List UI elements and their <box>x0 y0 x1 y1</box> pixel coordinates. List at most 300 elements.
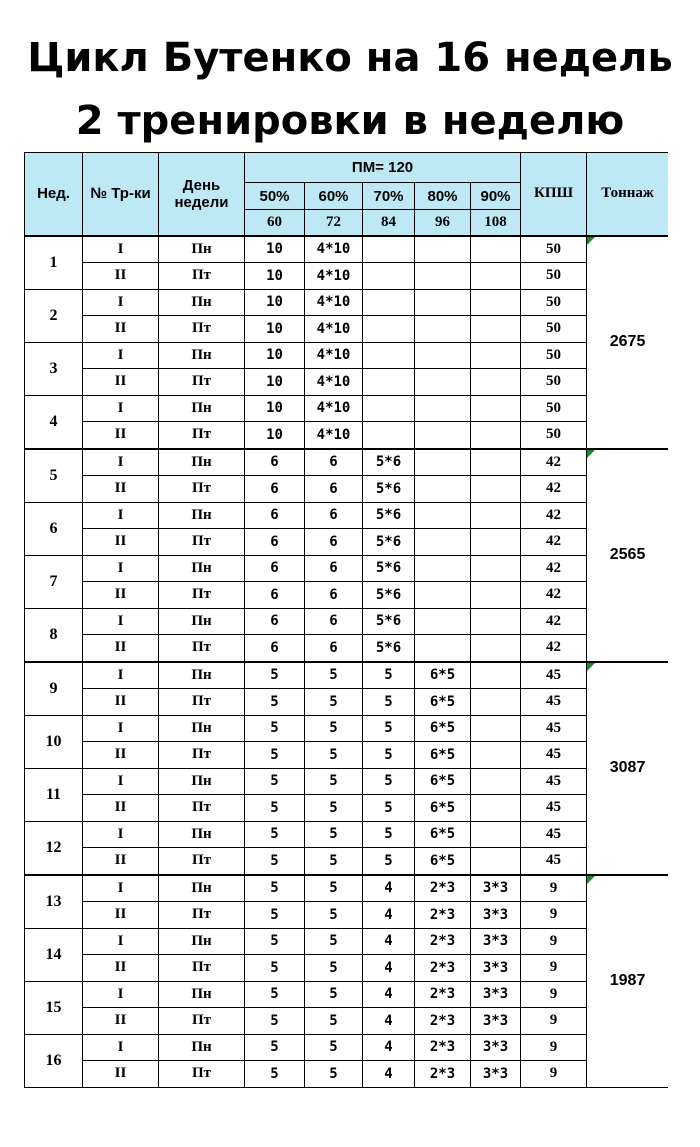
day-cell: Пн <box>159 555 245 582</box>
pct70-cell: 5 <box>363 848 415 875</box>
table-row <box>25 795 669 822</box>
day-cell: Пн <box>159 768 245 795</box>
pct50-cell: 5 <box>245 821 305 848</box>
pct90-cell <box>471 662 521 689</box>
workout-cell: I <box>83 395 159 422</box>
kpsh-cell: 50 <box>521 316 587 343</box>
day-cell: Пн <box>159 342 245 369</box>
week-number-cell: 13 <box>25 875 83 929</box>
pct70-cell <box>363 422 415 449</box>
pct90-cell <box>471 369 521 396</box>
pct90-cell <box>471 342 521 369</box>
header-weight-0: 60 <box>245 210 305 236</box>
header-workout-no: № Тр-ки <box>83 153 159 236</box>
pct70-cell <box>363 263 415 290</box>
table-row <box>25 955 669 982</box>
day-cell: Пн <box>159 608 245 635</box>
day-cell: Пт <box>159 795 245 822</box>
pct80-cell <box>415 263 471 290</box>
kpsh-cell: 42 <box>521 635 587 662</box>
pct50-cell: 5 <box>245 768 305 795</box>
workout-cell: I <box>83 821 159 848</box>
pct90-cell <box>471 555 521 582</box>
pct90-cell: 3*3 <box>471 1061 521 1088</box>
kpsh-cell: 9 <box>521 1008 587 1035</box>
table-row <box>25 395 669 422</box>
pct80-cell: 2*3 <box>415 955 471 982</box>
pct60-cell: 6 <box>305 608 363 635</box>
workout-cell: II <box>83 795 159 822</box>
day-cell: Пт <box>159 1008 245 1035</box>
pct60-cell: 4*10 <box>305 236 363 263</box>
day-cell: Пт <box>159 902 245 929</box>
pct80-cell <box>415 582 471 609</box>
day-cell: Пт <box>159 476 245 503</box>
day-cell: Пн <box>159 715 245 742</box>
day-cell: Пн <box>159 502 245 529</box>
kpsh-cell: 45 <box>521 848 587 875</box>
table-row <box>25 848 669 875</box>
pct90-cell: 3*3 <box>471 875 521 902</box>
kpsh-cell: 42 <box>521 555 587 582</box>
table-row <box>25 662 669 689</box>
pct60-cell: 5 <box>305 981 363 1008</box>
workout-cell: II <box>83 635 159 662</box>
pct70-cell: 5 <box>363 689 415 716</box>
pct70-cell: 4 <box>363 1034 415 1061</box>
workout-cell: I <box>83 502 159 529</box>
pct90-cell <box>471 742 521 769</box>
table-row <box>25 902 669 929</box>
pct60-cell: 6 <box>305 635 363 662</box>
kpsh-cell: 45 <box>521 715 587 742</box>
workout-cell: II <box>83 1061 159 1088</box>
workout-cell: II <box>83 476 159 503</box>
pct50-cell: 6 <box>245 502 305 529</box>
pct50-cell: 6 <box>245 635 305 662</box>
tonnage-cell <box>587 236 668 449</box>
table-body <box>25 236 669 1088</box>
kpsh-cell: 42 <box>521 476 587 503</box>
pct90-cell <box>471 476 521 503</box>
pct70-cell: 4 <box>363 1008 415 1035</box>
workout-cell: II <box>83 369 159 396</box>
week-number-cell: 15 <box>25 981 83 1034</box>
workout-cell: II <box>83 422 159 449</box>
pct80-cell: 2*3 <box>415 902 471 929</box>
header-percent-3: 80% <box>415 183 471 210</box>
header-kpsh: КПШ <box>521 153 587 236</box>
pct70-cell <box>363 289 415 316</box>
pct90-cell <box>471 502 521 529</box>
day-cell: Пн <box>159 449 245 476</box>
workout-cell: I <box>83 715 159 742</box>
pct50-cell: 5 <box>245 1061 305 1088</box>
day-cell: Пт <box>159 529 245 556</box>
week-number-cell: 9 <box>25 662 83 716</box>
week-number-cell: 2 <box>25 289 83 342</box>
pct80-cell <box>415 555 471 582</box>
pct90-cell: 3*3 <box>471 1008 521 1035</box>
week-number-cell: 16 <box>25 1034 83 1087</box>
pct50-cell: 5 <box>245 715 305 742</box>
pct50-cell: 10 <box>245 316 305 343</box>
kpsh-cell: 45 <box>521 662 587 689</box>
day-cell: Пт <box>159 742 245 769</box>
day-cell: Пн <box>159 1034 245 1061</box>
pct90-cell: 3*3 <box>471 928 521 955</box>
header-tonnage: Тоннаж <box>587 153 668 236</box>
pct90-cell <box>471 529 521 556</box>
pct50-cell: 6 <box>245 608 305 635</box>
kpsh-cell: 50 <box>521 395 587 422</box>
program-table <box>24 152 668 1088</box>
pct70-cell: 5*6 <box>363 582 415 609</box>
day-cell: Пт <box>159 369 245 396</box>
pct80-cell <box>415 236 471 263</box>
kpsh-cell: 50 <box>521 422 587 449</box>
table-row <box>25 316 669 343</box>
pct80-cell <box>415 635 471 662</box>
pct90-cell <box>471 263 521 290</box>
pct80-cell: 6*5 <box>415 715 471 742</box>
table-row <box>25 742 669 769</box>
pct50-cell: 5 <box>245 1034 305 1061</box>
kpsh-cell: 45 <box>521 742 587 769</box>
day-cell: Пт <box>159 848 245 875</box>
pct80-cell <box>415 316 471 343</box>
pct70-cell: 5*6 <box>363 529 415 556</box>
pct70-cell: 5 <box>363 821 415 848</box>
kpsh-cell: 50 <box>521 236 587 263</box>
workout-cell: II <box>83 316 159 343</box>
week-number-cell: 8 <box>25 608 83 662</box>
kpsh-cell: 50 <box>521 369 587 396</box>
workout-cell: I <box>83 449 159 476</box>
pct80-cell: 2*3 <box>415 928 471 955</box>
day-cell: Пт <box>159 689 245 716</box>
pct70-cell: 5*6 <box>363 502 415 529</box>
pct90-cell <box>471 289 521 316</box>
header-day: День недели <box>159 153 245 236</box>
pct80-cell: 6*5 <box>415 662 471 689</box>
kpsh-cell: 42 <box>521 582 587 609</box>
pct90-cell <box>471 795 521 822</box>
kpsh-cell: 50 <box>521 342 587 369</box>
table-row <box>25 236 669 263</box>
table-row <box>25 449 669 476</box>
pct50-cell: 6 <box>245 555 305 582</box>
pct80-cell: 2*3 <box>415 875 471 902</box>
day-cell: Пн <box>159 662 245 689</box>
pct60-cell: 5 <box>305 848 363 875</box>
workout-cell: II <box>83 529 159 556</box>
day-cell: Пт <box>159 635 245 662</box>
pct50-cell: 10 <box>245 342 305 369</box>
pct80-cell <box>415 449 471 476</box>
day-cell: Пн <box>159 395 245 422</box>
pct80-cell: 2*3 <box>415 1008 471 1035</box>
week-number-cell: 10 <box>25 715 83 768</box>
pct70-cell: 5*6 <box>363 608 415 635</box>
tonnage-value: 1987 <box>609 972 646 989</box>
pct60-cell: 6 <box>305 502 363 529</box>
kpsh-cell: 9 <box>521 928 587 955</box>
pct60-cell: 5 <box>305 875 363 902</box>
pct70-cell: 4 <box>363 1061 415 1088</box>
header-week: Нед. <box>25 153 83 236</box>
pct80-cell: 2*3 <box>415 1034 471 1061</box>
kpsh-cell: 9 <box>521 1034 587 1061</box>
table-row <box>25 715 669 742</box>
table-row <box>25 289 669 316</box>
workout-cell: I <box>83 342 159 369</box>
tonnage-value: 2675 <box>609 333 646 350</box>
pct60-cell: 5 <box>305 955 363 982</box>
pct50-cell: 10 <box>245 422 305 449</box>
table-row <box>25 768 669 795</box>
workout-cell: II <box>83 902 159 929</box>
pct60-cell: 5 <box>305 821 363 848</box>
workout-cell: I <box>83 555 159 582</box>
pct60-cell: 6 <box>305 449 363 476</box>
pct90-cell <box>471 635 521 662</box>
pct50-cell: 5 <box>245 742 305 769</box>
pct70-cell: 5*6 <box>363 635 415 662</box>
pct70-cell: 4 <box>363 955 415 982</box>
pct80-cell: 6*5 <box>415 742 471 769</box>
table-header <box>25 153 669 236</box>
tonnage-cell <box>587 449 668 662</box>
kpsh-cell: 9 <box>521 875 587 902</box>
pct70-cell: 5*6 <box>363 476 415 503</box>
pct90-cell <box>471 422 521 449</box>
kpsh-cell: 42 <box>521 449 587 476</box>
pct80-cell <box>415 395 471 422</box>
pct60-cell: 6 <box>305 582 363 609</box>
pct70-cell: 5 <box>363 662 415 689</box>
table-row <box>25 502 669 529</box>
pct80-cell <box>415 342 471 369</box>
pct70-cell: 4 <box>363 928 415 955</box>
comment-marker-icon <box>587 450 595 458</box>
header-percent-0: 50% <box>245 183 305 210</box>
pct50-cell: 6 <box>245 529 305 556</box>
pct50-cell: 5 <box>245 662 305 689</box>
workout-cell: I <box>83 1034 159 1061</box>
workout-cell: II <box>83 582 159 609</box>
pct60-cell: 4*10 <box>305 289 363 316</box>
workout-cell: I <box>83 236 159 263</box>
pct80-cell <box>415 369 471 396</box>
table-row <box>25 342 669 369</box>
pct70-cell: 5*6 <box>363 555 415 582</box>
tonnage-cell <box>587 875 668 1088</box>
header-weight-3: 96 <box>415 210 471 236</box>
table-row <box>25 582 669 609</box>
pct80-cell <box>415 422 471 449</box>
pct50-cell: 5 <box>245 928 305 955</box>
day-cell: Пн <box>159 928 245 955</box>
pct60-cell: 5 <box>305 928 363 955</box>
workout-cell: II <box>83 848 159 875</box>
pct80-cell: 6*5 <box>415 689 471 716</box>
table-row <box>25 1034 669 1061</box>
kpsh-cell: 9 <box>521 955 587 982</box>
table-row <box>25 369 669 396</box>
table-row <box>25 422 669 449</box>
header-weight-1: 72 <box>305 210 363 236</box>
workout-cell: I <box>83 662 159 689</box>
program-table-wrapper <box>24 152 668 1132</box>
week-number-cell: 4 <box>25 395 83 449</box>
pct50-cell: 10 <box>245 395 305 422</box>
kpsh-cell: 42 <box>521 502 587 529</box>
pct80-cell <box>415 476 471 503</box>
pct70-cell <box>363 342 415 369</box>
pct70-cell: 5 <box>363 742 415 769</box>
workout-cell: II <box>83 742 159 769</box>
pct60-cell: 5 <box>305 795 363 822</box>
day-cell: Пт <box>159 422 245 449</box>
pct90-cell: 3*3 <box>471 1034 521 1061</box>
pct60-cell: 4*10 <box>305 369 363 396</box>
comment-marker-icon <box>587 237 595 245</box>
pct70-cell: 5 <box>363 715 415 742</box>
pct80-cell <box>415 529 471 556</box>
kpsh-cell: 45 <box>521 768 587 795</box>
kpsh-cell: 45 <box>521 795 587 822</box>
kpsh-cell: 42 <box>521 608 587 635</box>
pct80-cell <box>415 502 471 529</box>
pct80-cell: 6*5 <box>415 848 471 875</box>
pct50-cell: 5 <box>245 848 305 875</box>
pct90-cell: 3*3 <box>471 955 521 982</box>
header-percent-1: 60% <box>305 183 363 210</box>
pct50-cell: 5 <box>245 689 305 716</box>
table-row <box>25 981 669 1008</box>
pct90-cell <box>471 848 521 875</box>
pct90-cell <box>471 316 521 343</box>
pct90-cell <box>471 236 521 263</box>
pct80-cell: 6*5 <box>415 768 471 795</box>
header-weight-2: 84 <box>363 210 415 236</box>
kpsh-cell: 50 <box>521 263 587 290</box>
pct60-cell: 4*10 <box>305 342 363 369</box>
day-cell: Пт <box>159 1061 245 1088</box>
workout-cell: I <box>83 875 159 902</box>
pct80-cell <box>415 608 471 635</box>
pct50-cell: 5 <box>245 902 305 929</box>
pct70-cell: 4 <box>363 875 415 902</box>
pct60-cell: 4*10 <box>305 316 363 343</box>
kpsh-cell: 9 <box>521 902 587 929</box>
pct50-cell: 5 <box>245 955 305 982</box>
pct60-cell: 5 <box>305 1008 363 1035</box>
tonnage-cell <box>587 662 668 875</box>
day-cell: Пн <box>159 821 245 848</box>
header-weight-4: 108 <box>471 210 521 236</box>
week-number-cell: 3 <box>25 342 83 395</box>
pct50-cell: 6 <box>245 449 305 476</box>
pct60-cell: 5 <box>305 1061 363 1088</box>
pct70-cell: 5*6 <box>363 449 415 476</box>
pct80-cell: 6*5 <box>415 821 471 848</box>
workout-cell: I <box>83 289 159 316</box>
table-row <box>25 635 669 662</box>
week-number-cell: 7 <box>25 555 83 608</box>
week-number-cell: 6 <box>25 502 83 555</box>
day-cell: Пт <box>159 955 245 982</box>
pct90-cell <box>471 715 521 742</box>
comment-marker-icon <box>587 876 595 884</box>
table-row <box>25 555 669 582</box>
table-row <box>25 529 669 556</box>
pct90-cell <box>471 449 521 476</box>
workout-cell: I <box>83 608 159 635</box>
pct50-cell: 10 <box>245 369 305 396</box>
workout-cell: I <box>83 981 159 1008</box>
pct80-cell: 6*5 <box>415 795 471 822</box>
week-number-cell: 12 <box>25 821 83 875</box>
pct90-cell <box>471 582 521 609</box>
day-cell: Пн <box>159 981 245 1008</box>
pct60-cell: 4*10 <box>305 263 363 290</box>
table-row <box>25 476 669 503</box>
week-number-cell: 11 <box>25 768 83 821</box>
table-row <box>25 875 669 902</box>
day-cell: Пн <box>159 875 245 902</box>
table-row <box>25 689 669 716</box>
pct90-cell <box>471 821 521 848</box>
header-pm: ПМ= 120 <box>245 153 521 183</box>
pct50-cell: 10 <box>245 263 305 290</box>
day-cell: Пт <box>159 263 245 290</box>
table-row <box>25 608 669 635</box>
table-row <box>25 263 669 290</box>
pct70-cell: 4 <box>363 902 415 929</box>
table-row <box>25 928 669 955</box>
pct80-cell: 2*3 <box>415 981 471 1008</box>
pct50-cell: 5 <box>245 981 305 1008</box>
pct90-cell <box>471 768 521 795</box>
header-percent-2: 70% <box>363 183 415 210</box>
table-row <box>25 1061 669 1088</box>
pct50-cell: 5 <box>245 1008 305 1035</box>
pct70-cell <box>363 236 415 263</box>
pct90-cell: 3*3 <box>471 902 521 929</box>
pct90-cell <box>471 608 521 635</box>
day-cell: Пт <box>159 316 245 343</box>
pct60-cell: 5 <box>305 715 363 742</box>
kpsh-cell: 45 <box>521 821 587 848</box>
week-number-cell: 1 <box>25 236 83 290</box>
workout-cell: I <box>83 768 159 795</box>
workout-cell: II <box>83 263 159 290</box>
pct90-cell: 3*3 <box>471 981 521 1008</box>
day-cell: Пн <box>159 236 245 263</box>
table-row <box>25 821 669 848</box>
kpsh-cell: 9 <box>521 1061 587 1088</box>
pct50-cell: 10 <box>245 236 305 263</box>
pct80-cell <box>415 289 471 316</box>
pct70-cell <box>363 369 415 396</box>
table-row <box>25 1008 669 1035</box>
pct70-cell: 4 <box>363 981 415 1008</box>
workout-cell: II <box>83 689 159 716</box>
pct60-cell: 4*10 <box>305 395 363 422</box>
pct70-cell: 5 <box>363 795 415 822</box>
